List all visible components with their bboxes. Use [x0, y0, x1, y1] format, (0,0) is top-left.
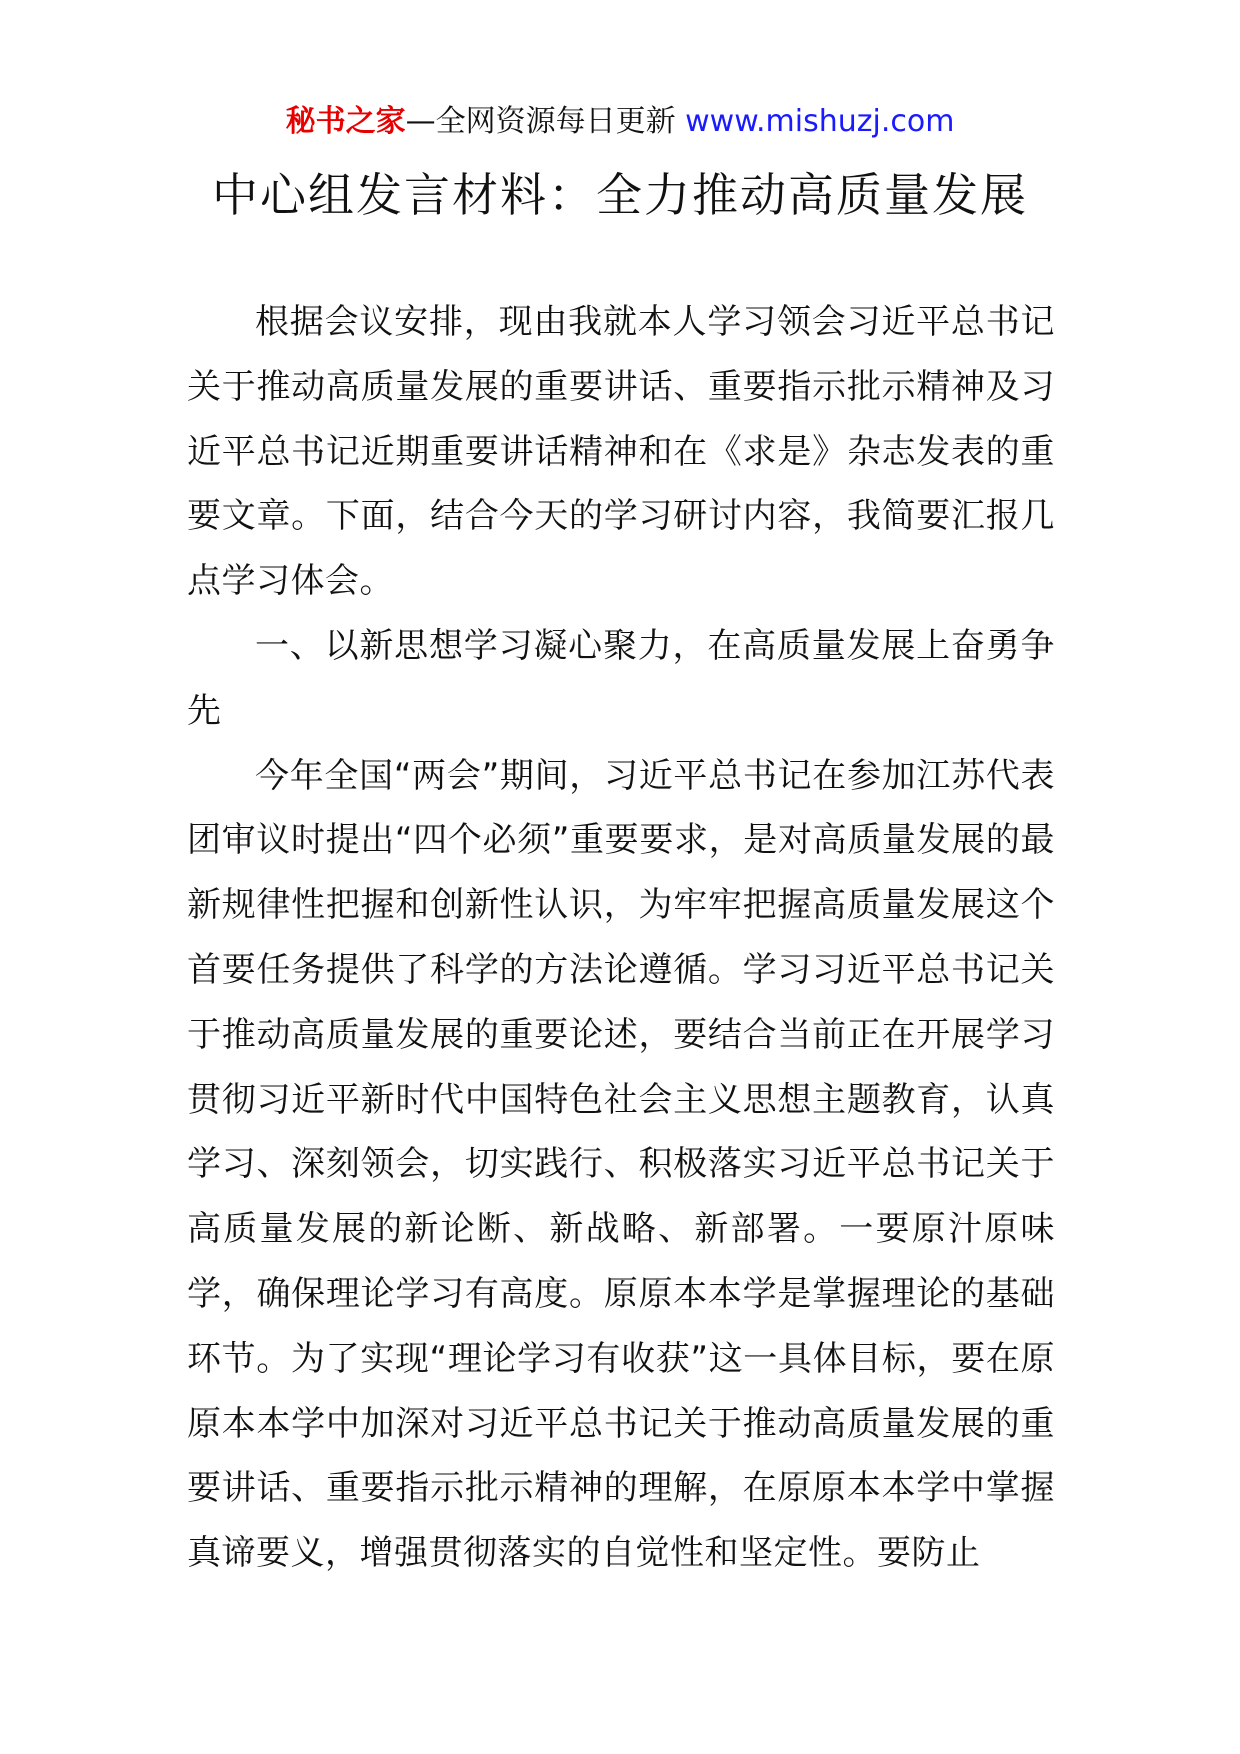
intro-paragraph: 根据会议安排，现由我就本人学习领会习近平总书记关于推动高质量发展的重要讲话、重要指示批示精神及习近平总书记近期重要讲话精神和在《求是》杂志发表的重要文章。下面，结合今天的学习研讨内容，我简要汇报几点学习体会。 [187, 302, 1055, 602]
body-paragraph: 今年全国“两会”期间，习近平总书记在参加江苏代表团审议时提出“四个必须”重要要求，是对高质量发展的最新规律性把握和创新性认识，为牢牢把握高质量发展这个首要任务提供了科学的方法论遵循。学习习近平总书记关于推动高质量发展的重要论述，要结合当前正在开展学习贯彻习近平新时代中国特色社会主义思想主题教育，认真学习、深刻领会，切实践行、积极落实习近平总书记关于高质量发展的新论断、新战略、新部署。一要原汁原味学，确保理论学习有高度。原原本本学是掌握理论的基础环节。为了实现“理论学习有收获”这一具体目标，要在原原本本学中加深对习近平总书记关于推动高质量发展的重要讲话、重要指示批示精神的理解，在原原本本学中掌握真谛要义，增强贯彻落实的自觉性和坚定性。要防止 [187, 755, 1055, 1574]
brand-name: 秘书之家 [285, 104, 406, 139]
site-url-link[interactable]: www.mishuzj.com [685, 104, 955, 139]
site-header [0, 100, 1240, 144]
header-tagline: —全网资源每日更新 [405, 104, 686, 139]
document-body [187, 290, 1055, 1586]
document-title: 中心组发言材料：全力推动高质量发展 [212, 168, 1028, 222]
section-heading: 一、以新思想学习凝心聚力，在高质量发展上奋勇争先 [187, 625, 1055, 731]
